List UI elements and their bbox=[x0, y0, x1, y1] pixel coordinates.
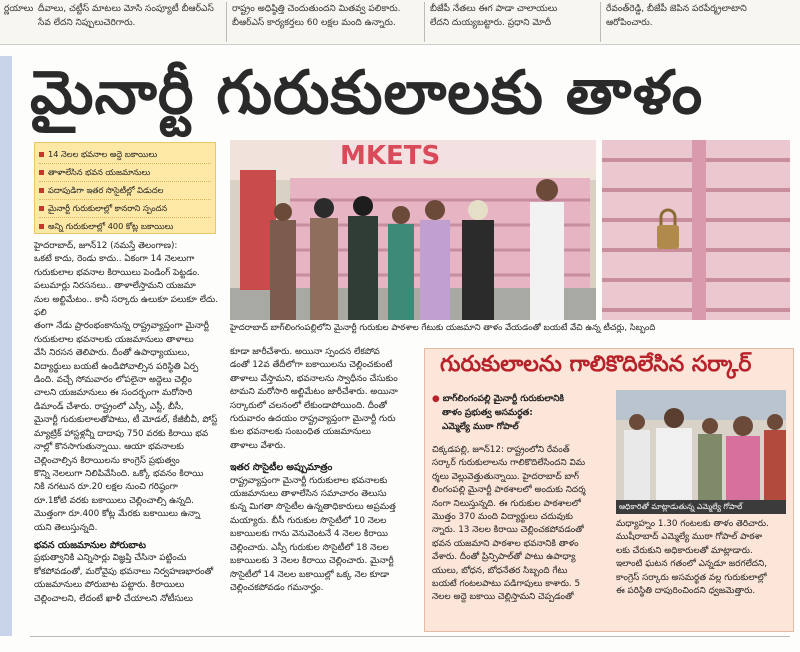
bullet-line bbox=[432, 392, 612, 406]
bullet-item bbox=[39, 200, 211, 218]
main-photo bbox=[230, 140, 596, 320]
bullet-text: తాళాలేసిన భవన యజమానులు bbox=[48, 167, 151, 177]
text-line: యులు, బోధన, బోధనేతర సిబ్బంది గేటు bbox=[432, 565, 568, 576]
text-line: చాలని యజమానులు ఈ సందర్భంగా మరోసారి bbox=[34, 388, 193, 399]
left-margin-bar bbox=[0, 56, 12, 636]
text-line: మధ్యాహ్నం 1.30 గంటలకు తాళం తెరిచారు. bbox=[616, 519, 769, 529]
text-line: వేశారు. దీంతో ప్రిన్సిపాల్‌తో పాటు ఉపాధ్యా bbox=[432, 552, 576, 563]
text-line: రేవంత్‌రెడ్డి, బీజేపీ జెపిన పరపేర్మ్రలాటాని bbox=[606, 4, 747, 14]
bullet-line: తాళం ప్రభుత్వ అసమర్థత: bbox=[442, 408, 533, 418]
text-line: సొసైటీలో 14 నెలల బకాయిల్లో ఒక్క నెల కూడా bbox=[230, 569, 390, 580]
text-line: గురుకులాల భవనాల కిరాయిలు పెండింగ్ పెట్టడం. bbox=[34, 267, 200, 278]
text-line: కుల భవనాలకు సంబంధిత యజమానులు bbox=[230, 427, 371, 438]
top-col-2 bbox=[228, 0, 422, 44]
body-column-middle bbox=[230, 346, 418, 636]
text-line: బయటే గంటలపాటు పడిగాపులు కాశారు. 5 bbox=[432, 579, 581, 590]
bullet-item bbox=[39, 146, 211, 164]
text-line: రాష్ట్రవ్యాప్తంగా మైనార్టీ గురుకులాల భవనాలకు bbox=[230, 475, 388, 486]
photo-caption: హైదరాబాద్ బాగ్‌లింగంపల్లిలోని మైనార్టీ గురుకుల పాఠశాల గేటుకు యజమాని తాళం వేయడంతో బయటే వేచి ఉన్న టీచర్లు, సిబ్బంది bbox=[230, 323, 656, 333]
bullet-icon: ● bbox=[432, 394, 443, 404]
text-line: కూడా జారీచేశారు. అయినా స్పందన లేకపోవ bbox=[230, 347, 380, 357]
bullet-icon bbox=[39, 170, 44, 175]
main-photo-image bbox=[230, 140, 596, 320]
text-line: బీఆర్ఎస్ కార్యకర్తలు 60 లక్షల మంది ఉన్నారు. bbox=[232, 18, 396, 28]
text-line: మొత్తంగా రూ.400 కోట్ల మేరకు బకాయిలు ఉన్నా bbox=[34, 509, 201, 520]
bullet-icon bbox=[39, 224, 44, 229]
text-line: ఆరోపించారు. bbox=[606, 18, 653, 28]
text-line: భవన యజమాని పాఠశాల భవనానికి తాళం bbox=[432, 538, 579, 549]
text-line: ర్శలు వెల్లువెత్తుతున్నాయి. హైదరాబాద్ బాగ్ bbox=[432, 471, 580, 482]
bullet-icon bbox=[39, 206, 44, 211]
text-line: గురువారం ఉదయం రాష్ట్రవ్యాప్తంగా మైనార్టీ గురు bbox=[230, 414, 396, 425]
bullet-icon bbox=[39, 188, 44, 193]
bullet-line: ఎమ్మెల్యే ముఠా గోపాల్ bbox=[442, 422, 519, 432]
mla-photo-image bbox=[616, 390, 786, 500]
text-line: లకు చేరుకుని అధికారులతో మాట్లాడారు. bbox=[616, 545, 753, 556]
bottom-rule bbox=[30, 636, 790, 637]
text-line: యజమానులు తాళాలేసిన సమాచారం తెలుసు bbox=[230, 489, 387, 500]
text-line: ఇలాంటి ఘటన గతంలో ఎన్నడూ జరగలేదని, bbox=[616, 559, 767, 570]
side-story-column-right bbox=[616, 518, 786, 626]
bullet-text: అన్ని గురుకులాల్లో 400 కోట్ల బకాయిలు bbox=[48, 221, 174, 231]
bullet-item bbox=[39, 182, 211, 200]
bullet-text: పదాపుడిగా ఇతర సొసైటీల్లో విడుదల bbox=[48, 185, 164, 195]
text-line: ఈ పరిస్థితి దాపురించిందని ధ్వజమెత్తారు. bbox=[616, 586, 756, 597]
text-line: నెలల అద్దె బకాయి చెల్లిస్తామని చెప్పడంతో bbox=[432, 592, 574, 603]
text-line: లేదని దుయ్యబట్టారు. ప్రధాని మోదీ bbox=[430, 18, 552, 28]
top-col-4 bbox=[602, 0, 798, 44]
text-line: పలుమార్లు నిరసనలు.. తాళాలేస్తామని యజమా bbox=[34, 281, 196, 292]
text-line: ప్రభుత్వానికి ఎన్నిసార్లు విజ్ఞప్తి చేసినా పట్టించు bbox=[34, 553, 187, 564]
bullet-text: బాగ్‌లింగంపల్లి మైనార్టీ గురుకులానికి bbox=[442, 394, 565, 404]
bullet-item bbox=[39, 164, 211, 182]
text-line: చెల్లించాలని, లేదంటే ఖాళీ చేయాలని నోటీసులు bbox=[34, 593, 193, 604]
text-line: నుల అల్టిమేటం.. కానీ సర్కారు ఉలుకూ పలుకూ లేదు. ఫలి bbox=[34, 294, 218, 319]
bullet-item bbox=[39, 218, 211, 235]
top-col-1b bbox=[34, 0, 222, 44]
headline: మైనార్టీ గురుకులాలకు తాళం bbox=[30, 58, 704, 128]
text-line: సేవ లేదని నిప్పులుచెరిగారు. bbox=[38, 18, 136, 28]
body-column-left bbox=[34, 240, 218, 636]
text-line: చెల్లించాల్సిన కిరాయిలను కాంగ్రెస్ ప్రభుత్వం bbox=[34, 455, 180, 466]
text-line: ముషీరాబాద్ ఎమ్మెల్యే ముఠా గోపాల్ పాఠశా bbox=[616, 532, 763, 543]
text-line: చెల్లించకపోవడం గమనార్హం. bbox=[230, 582, 324, 593]
text-line: డంతో 12వ తేదీలోగా బకాయిలను చెల్లించకుంటే bbox=[230, 360, 393, 371]
text-line: కోకపోవడంతో, మరోవైపు భవనాలు నిర్వహణభారంతో bbox=[34, 566, 214, 577]
text-line: సర్కారులో చలనంలో లేకుండాపోయింది. దీంతో bbox=[230, 400, 388, 411]
text-line: న్నారు. 13 నెలల కిరాయి చెల్లించకపోవడంతో bbox=[432, 525, 584, 536]
text-line: విద్యార్థులు బయటే ఉండిపోవాల్సిన పరిస్థితి ఏర్ప bbox=[34, 361, 199, 372]
text-line: మొత్తం 370 మంది విద్యార్థులు చదువుకు bbox=[432, 512, 573, 523]
text-line: రాష్ట్రం అధిష్ఠిత్తి చెందుతుందని మితవ్వ పలికారు. bbox=[232, 4, 401, 14]
text-line: చిక్కడపల్లి, జూన్12: రాష్ట్రంలోని రేవంత్ bbox=[432, 445, 570, 455]
text-line: చెల్లించారు. ఎస్సీ గురుకుల సొసైటీలో 18 నెలల bbox=[230, 542, 389, 553]
text-line: తాళాలు వేశారు. bbox=[230, 440, 286, 451]
text-line: యజమానులు పోరుబాట పట్టారు. కిరాయిలు bbox=[34, 580, 185, 591]
text-line: తాళాలు వేస్తామని, భవనాలను స్వాధీనం చేసుకుం bbox=[230, 373, 398, 384]
mla-photo-caption: ఆధికారితో మాట్లాడుతున్న ఎమ్మెల్యే గోపాల్ bbox=[616, 500, 786, 514]
text-line: లింగంపల్లి మైనార్టీ పాఠశాలలో అందుకు నిదర్శ bbox=[432, 485, 586, 496]
bullet-text: మైనార్టీ గురుకులాల్లో కానరాని స్పందన bbox=[48, 203, 168, 213]
locked-gate-photo bbox=[602, 140, 790, 320]
section-subheading: ఇతర సొసైటీల అప్పుమాత్రం bbox=[230, 462, 333, 474]
text-line: డిమాండ్ చేశారు. రాష్ట్రంలో ఎస్సీ, ఎస్టీ, బీసీ, bbox=[34, 401, 184, 412]
side-story-column-left bbox=[432, 444, 610, 626]
text-line: నికి నగటున రూ.20 లక్షల నుంచి గరిష్ఠంగా bbox=[34, 482, 178, 493]
text-line: మైనార్టీ గురుకులాలతోపాటు, టీ మోడల్, కేజీబీవీ, పోస్ట్ bbox=[34, 415, 218, 426]
text-line: డింది. వచ్చే సోమవారం లోపలైనా అద్దెలు చెల్లిం bbox=[34, 375, 192, 386]
school-sign-text: MKETS bbox=[340, 141, 441, 171]
top-col-3 bbox=[426, 0, 596, 44]
text-line: రూ.1కోటి వరకు బకాయిలు చెల్లించాల్సి ఉన్నది. bbox=[34, 495, 194, 506]
text-line: యని తెలుస్తున్నది. bbox=[34, 522, 98, 533]
text-line: నంగా నిలుస్తున్నది. ఈ గురుకుల పాఠశాలలో bbox=[432, 498, 581, 509]
side-story-bullet bbox=[432, 392, 612, 438]
text-line: తంగా నేడు ప్రారంభంకానున్న రాష్ట్రవ్యాప్తంగా మైనార్టీ bbox=[34, 321, 210, 332]
text-line: హైదరాబాద్, జూన్12 (నమస్తే తెలంగాణ): bbox=[34, 241, 178, 251]
text-line: సర్కార్ గురుకులాలను గాలికొదిలేసిందని విమ bbox=[432, 458, 586, 469]
text-line: దీవాలు, చట్టీస్ మాటలు మోసి సంప్యూటీ బీఆర్ఎస్ bbox=[38, 4, 214, 14]
bullet-text: 14 నెలల భవనాల అద్దె బకాయిలు bbox=[48, 149, 158, 159]
text-line: బకాయిలకు 3 నెలల కిరాయి చెల్లించారు. మైనార్టీ bbox=[230, 556, 394, 567]
text-line: టామని మరోసారి అల్టిమేటం జారీచేశారు. అయినా bbox=[230, 387, 398, 398]
text-line: ర్ణయాలు bbox=[4, 4, 34, 14]
text-line: నాల్లో కొనసాగుతున్నాయి. ఆయా భవనాలకు bbox=[34, 442, 184, 453]
locked-gate-image bbox=[602, 140, 790, 320]
section-subheading: భవన యజమానుల పోరుబాట bbox=[34, 539, 146, 551]
text-line: కాంగ్రెస్ సర్కారు అసమర్థత వల్ల గురుకులాల్లో bbox=[616, 572, 767, 583]
top-strip bbox=[0, 0, 800, 45]
text-line: గురుకులాల భవనాలకు యజమానులు తాళాలు bbox=[34, 334, 194, 345]
text-line: కొన్ని నెలలుగా నిలిపివేసింది. ఒక్కో భవనం కిరాయి bbox=[34, 468, 204, 479]
mla-photo bbox=[616, 390, 786, 500]
text-line: బీజేపీ నేతలు ఈగ పాడా చాలాయలు bbox=[430, 4, 558, 14]
text-line: బకాయిలకు గాను వెనువెంటనే 4 నెలల కిరాయి bbox=[230, 529, 388, 540]
side-story-title: గురుకులాలను గాలికొదిలేసిన సర్కార్ bbox=[440, 352, 752, 377]
top-col-1 bbox=[0, 0, 34, 44]
text-line: వేసి నిరసన తెలిపారు. దీంతో ఉపాధ్యాయులు, bbox=[34, 348, 190, 359]
text-line: ఒకటే కాదు, రెండు కాదు.. ఏకంగా 14 నెలలుగా bbox=[34, 254, 195, 265]
text-line: మ్యాట్రిక్ హాస్టళ్లన్నీ దాదాపు 750 వరకు కిరాయి భవ bbox=[34, 428, 209, 439]
text-line: కున్న మిగతా సొసైటీల ఉన్నతాధికారులు అప్రమత్త bbox=[230, 502, 396, 513]
bullet-icon bbox=[39, 152, 44, 157]
highlight-bullets bbox=[34, 142, 216, 234]
text-line: మయ్యారు. బీసీ గురుకుల సొసైటీలో 10 నెలల bbox=[230, 515, 387, 526]
